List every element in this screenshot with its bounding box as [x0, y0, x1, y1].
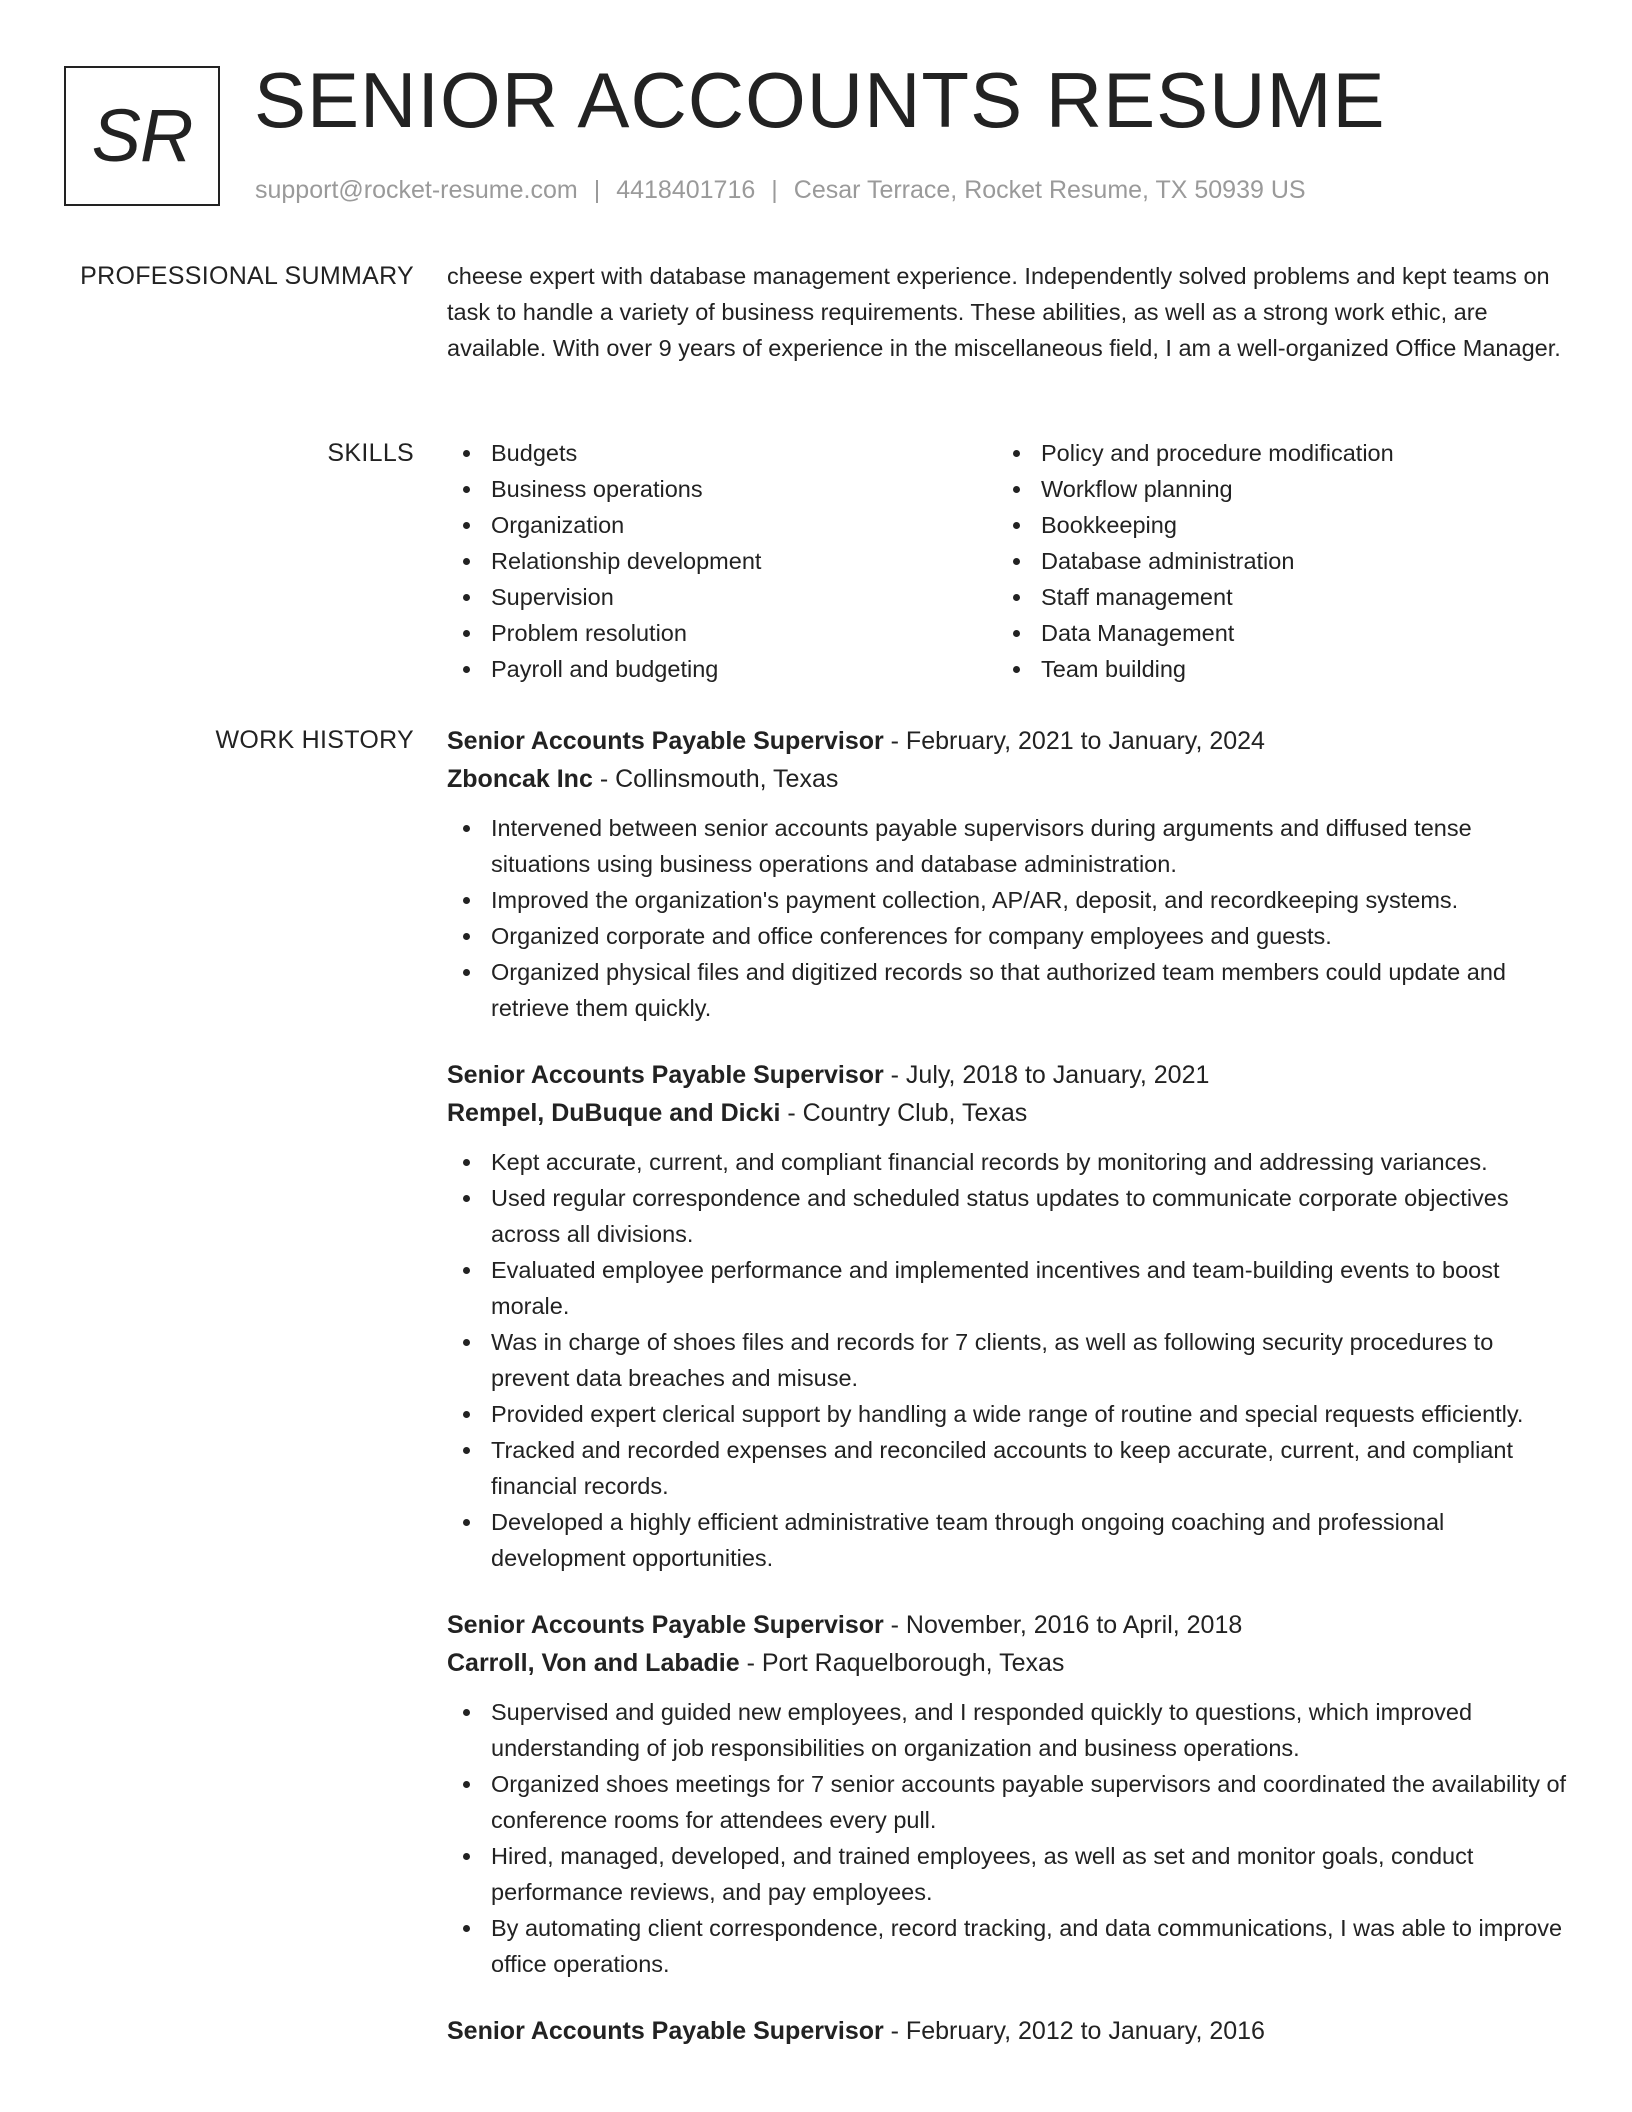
job-dates: - February, 2021 to January, 2024: [883, 727, 1265, 755]
job-dates: - November, 2016 to April, 2018: [883, 1611, 1243, 1639]
work-history-body: [447, 722, 1567, 2080]
summary-heading: PROFESSIONAL SUMMARY: [80, 262, 414, 290]
job-location: - Collinsmouth, Texas: [592, 765, 839, 793]
contact-line: [255, 174, 1306, 207]
skill-item: Workflow planning: [997, 471, 1547, 507]
summary-text: cheese expert with database management experience. Independently solved problems and kept teams on task to handle a variety of business requirements. These abilities, as well as a strong work ethic, are available. With over 9 years of experience in the miscellaneous field, I am a well-organized Office Manager.: [447, 263, 1561, 361]
resume-title: SENIOR ACCOUNTS RESUME: [254, 56, 1386, 144]
job-title: Senior Accounts Payable Supervisor: [447, 1611, 884, 1639]
skill-item: Database administration: [997, 543, 1547, 579]
summary-body: [447, 258, 1567, 366]
job-bullet: Hired, managed, developed, and trained employees, as well as set and monitor goals, conduct performance reviews, and pay employees.: [447, 1838, 1567, 1910]
job-location: - Country Club, Texas: [780, 1099, 1028, 1127]
monogram-badge: [64, 66, 220, 206]
job-bullet: Organized physical files and digitized records so that authorized team members could update and retrieve them quickly.: [447, 954, 1567, 1026]
skills-heading: SKILLS: [327, 439, 414, 467]
job-location: - Port Raquelborough, Texas: [739, 1649, 1065, 1677]
skills-body: [447, 435, 1567, 687]
job-title: Senior Accounts Payable Supervisor: [447, 1061, 884, 1089]
job-entry: [447, 2012, 1567, 2050]
job-dates: - February, 2012 to January, 2016: [883, 2017, 1265, 2045]
skill-item: Team building: [997, 651, 1547, 687]
contact-separator: |: [593, 176, 601, 204]
skill-item: Problem resolution: [447, 615, 997, 651]
job-bullet: Intervened between senior accounts payable supervisors during arguments and diffused tense situations using business operations and database administration.: [447, 810, 1567, 882]
contact-phone[interactable]: 4418401716: [616, 176, 756, 204]
skill-item: Policy and procedure modification: [997, 435, 1547, 471]
skill-item: Organization: [447, 507, 997, 543]
job-bullet: Used regular correspondence and scheduled status updates to communicate corporate objectives across all divisions.: [447, 1180, 1567, 1252]
skills-grid: [447, 435, 1567, 687]
skill-item: Bookkeeping: [997, 507, 1547, 543]
job-bullet: Kept accurate, current, and compliant financial records by monitoring and addressing variances.: [447, 1144, 1567, 1180]
job-company: Carroll, Von and Labadie: [447, 1649, 740, 1677]
job-company-line: [447, 760, 1567, 798]
job-bullets: [447, 810, 1567, 1026]
skill-item: Budgets: [447, 435, 997, 471]
job-company-line: [447, 1644, 1567, 1682]
job-company: Rempel, DuBuque and Dicki: [447, 1099, 781, 1127]
job-company: Zboncak Inc: [447, 765, 593, 793]
job-company-line: [447, 1094, 1567, 1132]
job-bullets: [447, 1694, 1567, 1982]
skill-item: Staff management: [997, 579, 1547, 615]
job-title-line: [447, 2012, 1567, 2050]
job-bullet: Was in charge of shoes files and records for 7 clients, as well as following security procedures to prevent data breaches and misuse.: [447, 1324, 1567, 1396]
job-bullets: [447, 1144, 1567, 1576]
skill-item: Business operations: [447, 471, 997, 507]
skills-column-right: [997, 435, 1547, 687]
job-entry: [447, 1056, 1567, 1576]
job-bullet: Evaluated employee performance and implemented incentives and team-building events to boost morale.: [447, 1252, 1567, 1324]
job-bullet: Organized corporate and office conferences for company employees and guests.: [447, 918, 1567, 954]
skills-column-left: [447, 435, 997, 687]
job-bullet: By automating client correspondence, record tracking, and data communications, I was able to improve office operations.: [447, 1910, 1567, 1982]
job-title-line: [447, 722, 1567, 760]
job-bullet: Supervised and guided new employees, and I responded quickly to questions, which improved understanding of job responsibilities on organization and business operations.: [447, 1694, 1567, 1766]
job-entry: [447, 722, 1567, 1026]
skill-item: Data Management: [997, 615, 1547, 651]
job-title-line: [447, 1056, 1567, 1094]
skill-item: Relationship development: [447, 543, 997, 579]
contact-email[interactable]: support@rocket-resume.com: [255, 176, 578, 204]
work-history-heading: WORK HISTORY: [215, 726, 414, 754]
job-title-line: [447, 1606, 1567, 1644]
job-title: Senior Accounts Payable Supervisor: [447, 2017, 884, 2045]
job-dates: - July, 2018 to January, 2021: [883, 1061, 1210, 1089]
job-title: Senior Accounts Payable Supervisor: [447, 727, 884, 755]
contact-separator: |: [771, 176, 778, 204]
job-bullet: Tracked and recorded expenses and reconciled accounts to keep accurate, current, and compliant financial records.: [447, 1432, 1567, 1504]
job-entry: [447, 1606, 1567, 1982]
job-bullet: Provided expert clerical support by handling a wide range of routine and special requests efficiently.: [447, 1396, 1567, 1432]
skill-item: Payroll and budgeting: [447, 651, 997, 687]
job-bullet: Improved the organization's payment collection, AP/AR, deposit, and recordkeeping systems.: [447, 882, 1567, 918]
monogram-initials: SR: [91, 94, 193, 177]
contact-address: Cesar Terrace, Rocket Resume, TX 50939 US: [793, 176, 1306, 204]
job-bullet: Organized shoes meetings for 7 senior accounts payable supervisors and coordinated the availability of conference rooms for attendees every pull.: [447, 1766, 1567, 1838]
job-bullet: Developed a highly efficient administrative team through ongoing coaching and professional development opportunities.: [447, 1504, 1567, 1576]
skill-item: Supervision: [447, 579, 997, 615]
